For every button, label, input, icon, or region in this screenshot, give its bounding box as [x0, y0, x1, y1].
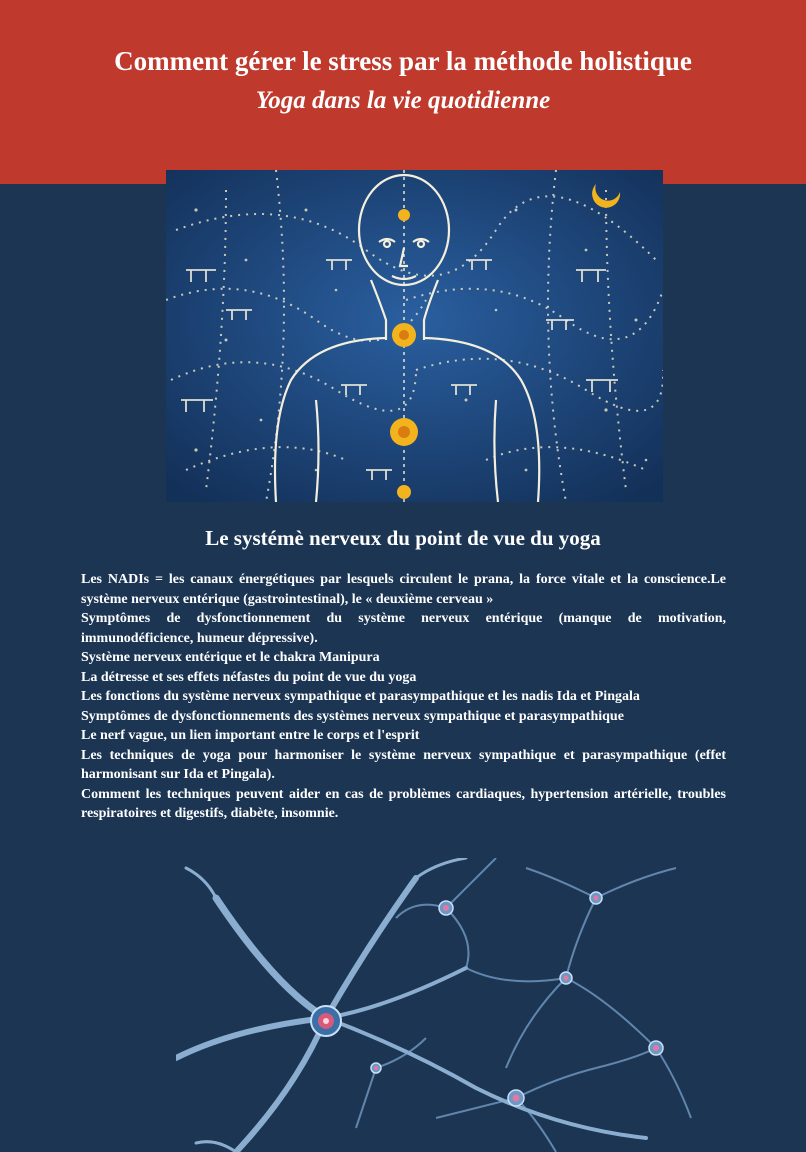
paragraph: Système nerveux entérique et le chakra Manipura: [81, 650, 380, 665]
page-title: Comment gérer le stress par la méthode holistique: [114, 46, 692, 76]
paragraph: Les NADIs = les canaux énergétiques par lesquels circulent le prana, la force vitale et la conscience.Le système nerveux entérique (gastrointestinal), le « deuxième cerveau »: [81, 572, 726, 607]
paragraph: Les fonctions du système nerveux sympathique et parasympathique et les nadis Ida et Pingala: [81, 689, 640, 704]
paragraph: La détresse et ses effets néfastes du point de vue du yoga: [81, 669, 417, 685]
yoga-nadi-illustration: [166, 170, 663, 502]
neuron-network-illustration: [176, 858, 696, 1152]
body-text: [81, 570, 726, 824]
paragraph: Symptômes de dysfonctionnement du système nerveux entérique (manque de motivation, immunodéficience, humeur dépressive).: [81, 611, 726, 646]
paragraph: Le nerf vague, un lien important entre le corps et l'esprit: [81, 728, 420, 743]
paragraph: Comment les techniques peuvent aider en cas de problèmes cardiaques, hypertension artérielle, troubles respiratoires et digestifs, diabète, insomnie.: [81, 786, 726, 821]
section-title: Le systémè nerveux du point de vue du yoga: [205, 526, 601, 550]
paragraph: Les techniques de yoga pour harmoniser le système nerveux sympathique et parasympathique (effet harmonisant sur Ida et Pingala).: [81, 747, 726, 782]
page-subtitle: Yoga dans la vie quotidienne: [255, 87, 551, 114]
paragraph: Symptômes de dysfonctionnements des systèmes nerveux sympathique et parasympathique: [81, 708, 624, 724]
